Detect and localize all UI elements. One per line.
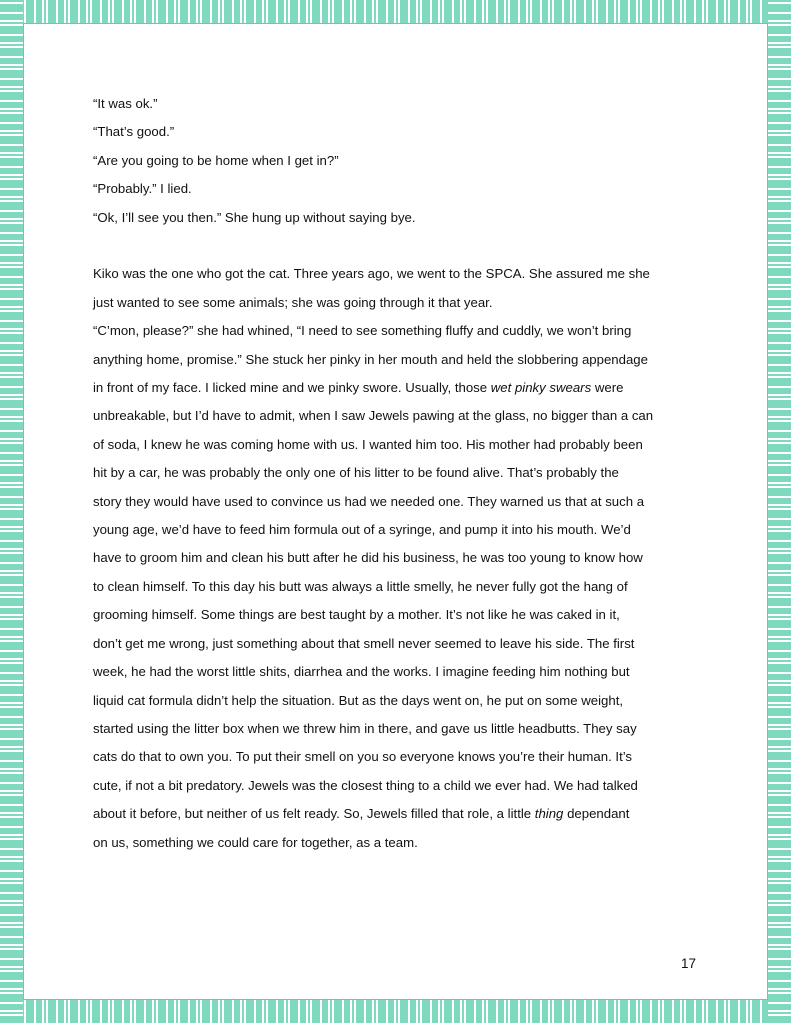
text-span: about it before, but neither of us felt ready. So, Jewels filled that role, a little	[93, 806, 532, 822]
paragraph-line: unbreakable, but I’d have to admit, when I saw Jewels pawing at the glass, no bigger than a can	[93, 408, 654, 424]
text-span: were	[594, 380, 624, 396]
paragraph-line	[93, 374, 713, 402]
paragraph-line: just wanted to see some animals; she was going through it that year.	[93, 294, 493, 310]
paragraph-line: liquid cat formula didn’t help the situation. But as the days went on, he put on some weight,	[93, 692, 624, 708]
paragraph-line: cats do that to own you. To put their smell on you so everyone knows you’re their human. It’s	[93, 749, 633, 765]
paragraph-line: week, he had the worst little shits, diarrhea and the works. I imagine feeding him nothing but	[93, 664, 630, 680]
paragraph-gap	[93, 232, 713, 260]
paragraph-line: grooming himself. Some things are best taught by a mother. It’s not like he was caked in it,	[93, 607, 620, 623]
dialogue-line: “It was ok.”	[93, 96, 158, 111]
body-text	[93, 90, 713, 857]
dialogue-line: “Are you going to be home when I get in?”	[93, 152, 339, 168]
paragraph-line	[93, 800, 713, 828]
dialogue-line: “Probably.” I lied.	[93, 181, 192, 197]
decorative-border-bottom	[0, 1000, 791, 1023]
dialogue-line: “Ok, I’ll see you then.” She hung up without saying bye.	[93, 209, 416, 225]
paragraph-line: on us, something we could care for together, as a team.	[93, 834, 418, 850]
paragraph-line: young age, we’d have to feed him formula out of a syringe, and pump it into his mouth. We’d	[93, 522, 631, 538]
paragraph-line: cute, if not a bit predatory. Jewels was the closest thing to a child we ever had. We had talked	[93, 777, 638, 793]
text-span: dependant	[567, 806, 630, 822]
dialogue-line: “That’s good.”	[93, 124, 175, 140]
decorative-border-left	[0, 0, 23, 1023]
paragraph-line: of soda, I knew he was coming home with us. I wanted him too. His mother had probably been	[93, 436, 643, 452]
paragraph-line: to clean himself. To this day his butt was always a little smelly, he never fully got the hang of	[93, 578, 628, 594]
paragraph-line: “C’mon, please?” she had whined, “I need to see something fluffy and cuddly, we won’t bring	[93, 323, 632, 339]
italic-phrase: wet pinky swears	[490, 380, 592, 396]
paragraph-line: don’t get me wrong, just something about that smell never seemed to leave his side. The first	[93, 635, 635, 651]
decorative-border-right	[768, 0, 791, 1023]
paragraph-line: have to groom him and clean his butt after he did his business, he was too young to know how	[93, 550, 643, 566]
paragraph-line: Kiko was the one who got the cat. Three years ago, we went to the SPCA. She assured me she	[93, 266, 650, 282]
paragraph-line: hit by a car, he was probably the only one of his litter to be found alive. That’s probably the	[93, 465, 619, 481]
decorative-border-top	[0, 0, 791, 23]
italic-word: thing	[534, 806, 564, 822]
page-number: 17	[680, 956, 696, 971]
paragraph-line: story they would have used to convince us had we needed one. They warned us that at such a	[93, 493, 645, 509]
paragraph-line: anything home, promise.” She stuck her pinky in her mouth and held the slobbering appendage	[93, 351, 648, 367]
paragraph-line: started using the litter box when we threw him in there, and gave us little headbutts. They say	[93, 720, 637, 736]
text-span: in front of my face. I licked mine and we pinky swore. Usually, those	[93, 380, 488, 396]
